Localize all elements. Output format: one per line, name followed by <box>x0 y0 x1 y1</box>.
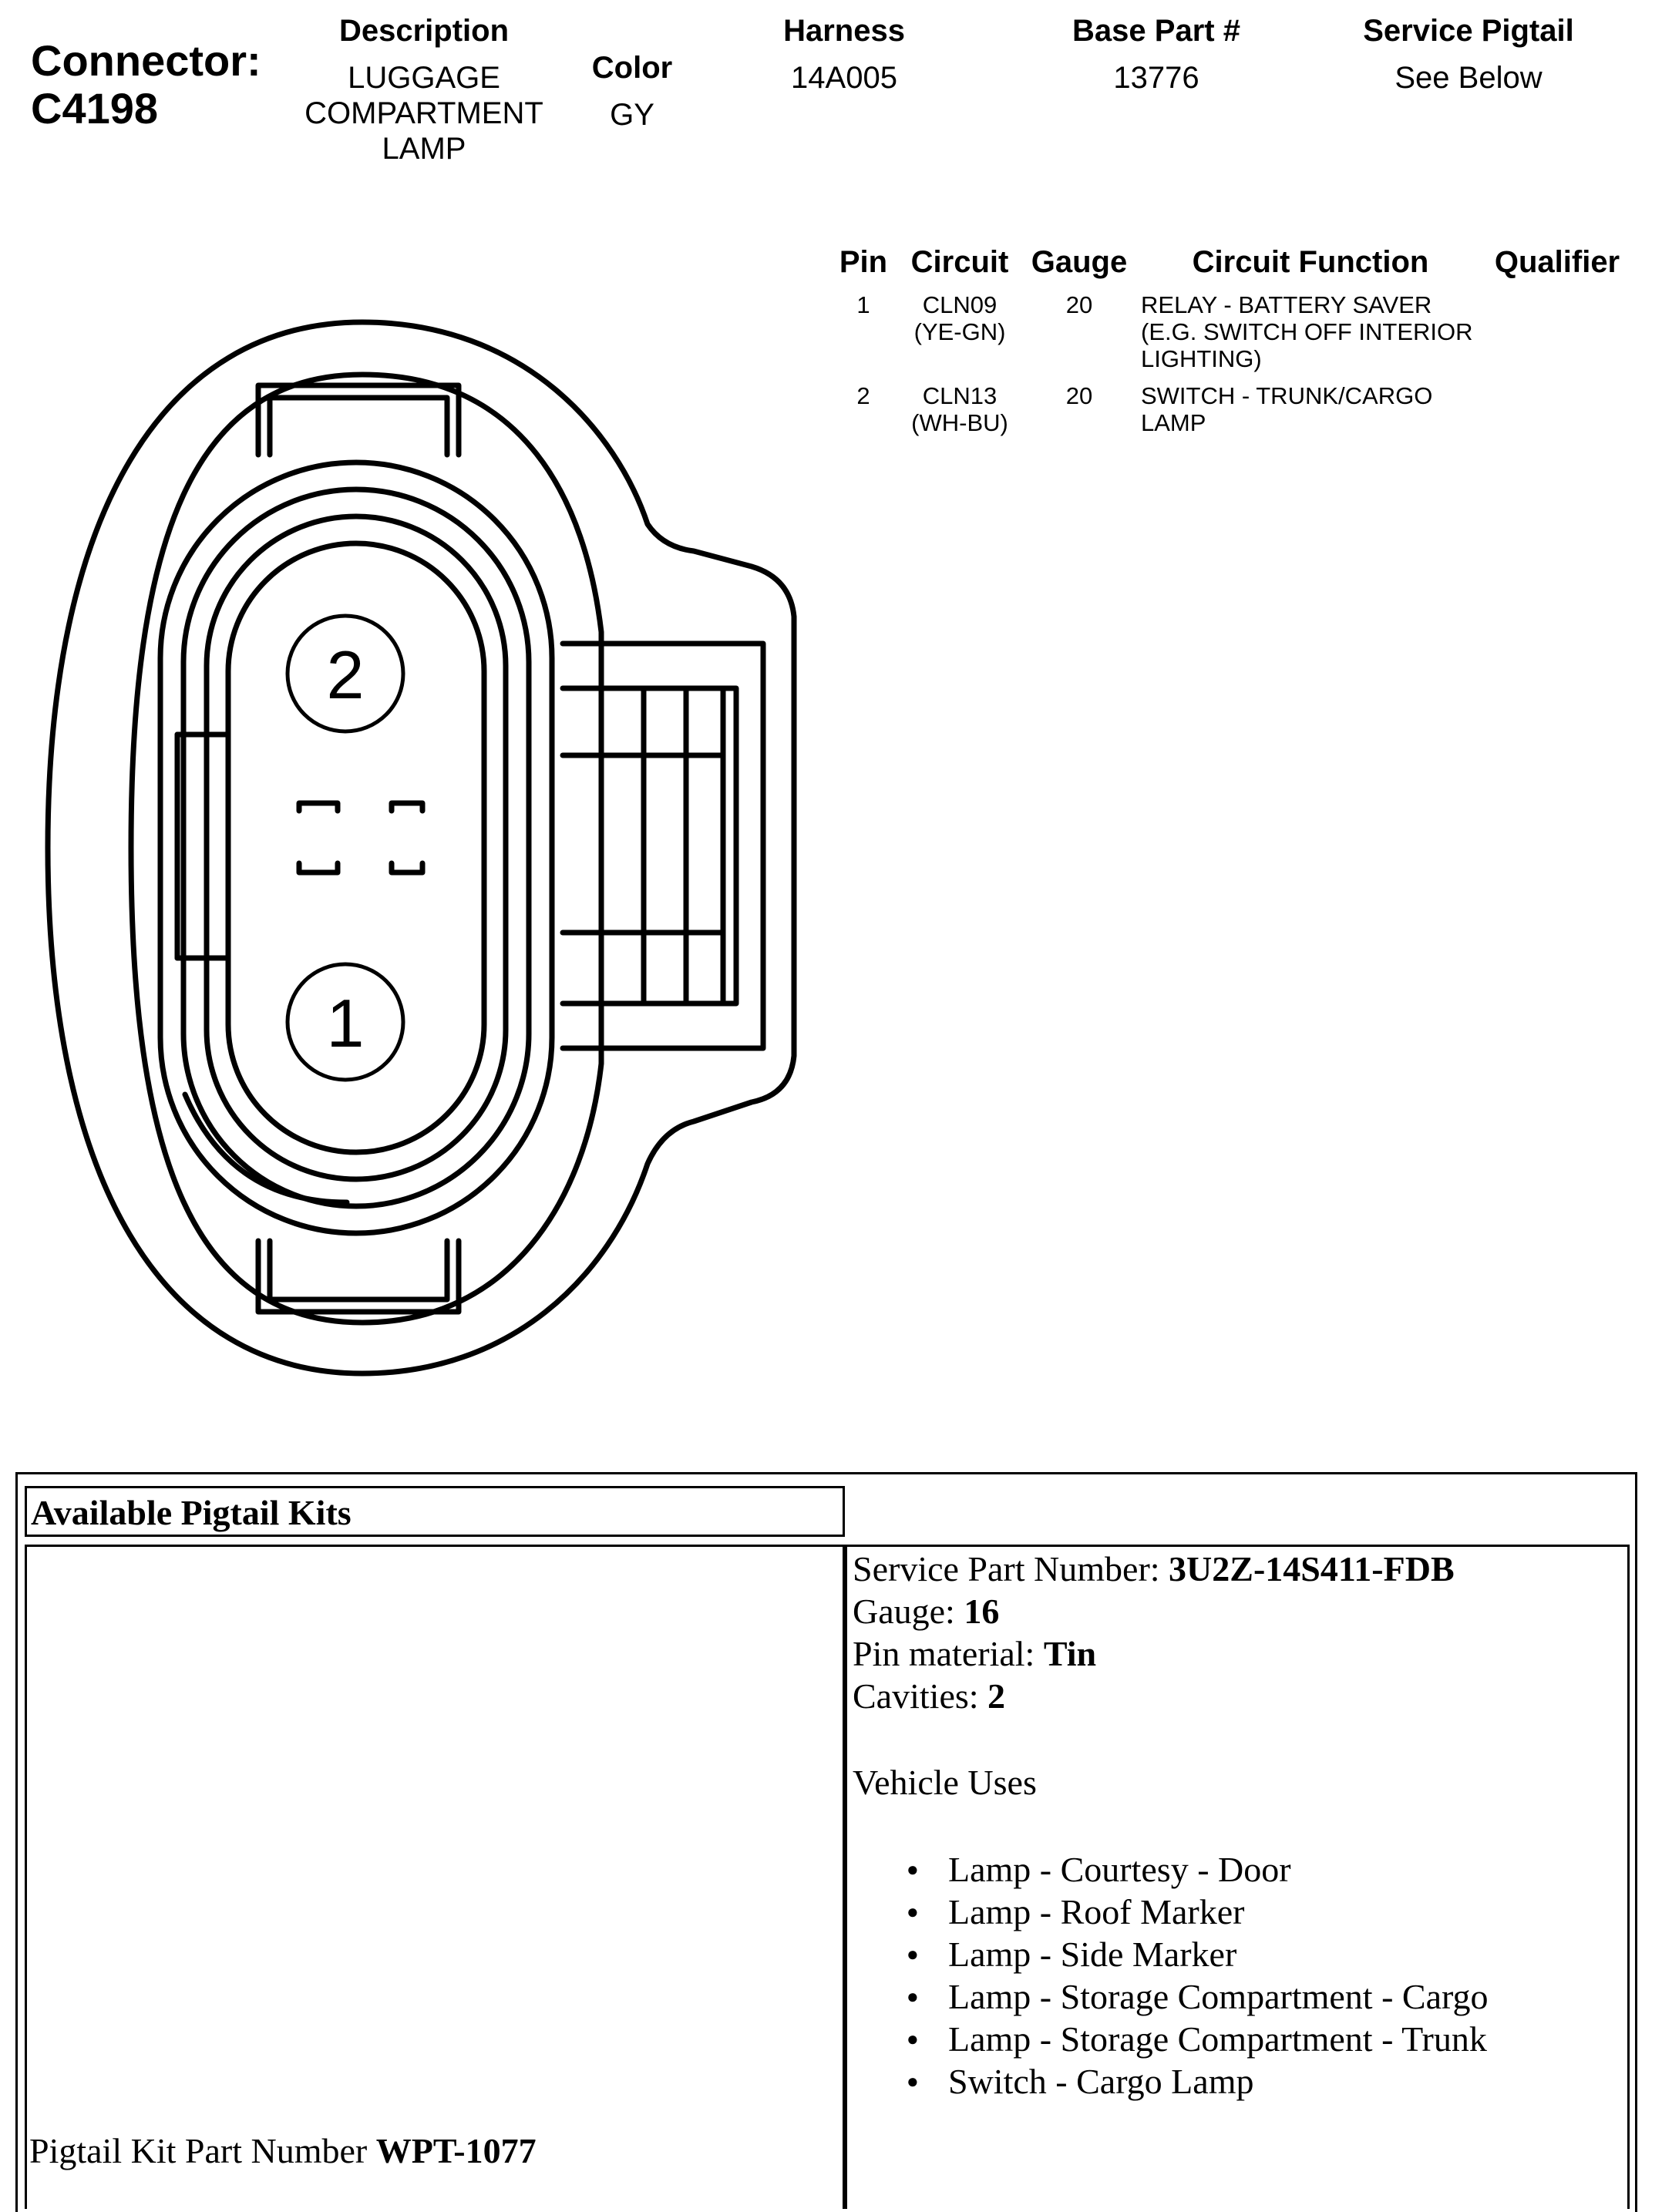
color-header: Color <box>591 51 673 85</box>
function-line: LIGHTING) <box>1141 345 1262 372</box>
circuit-code: CLN13 <box>922 382 998 409</box>
terminal-bracket <box>299 803 338 811</box>
connector-title <box>31 37 261 133</box>
service-part-label: Service Part Number: <box>853 1549 1169 1588</box>
latch-frame-inner <box>563 688 736 1003</box>
table-row-pin: 1 <box>856 291 870 318</box>
pin-1-label: 1 <box>326 985 365 1061</box>
pin-column-header: Pin <box>839 245 888 279</box>
list-item: ● Switch - Cargo Lamp <box>907 2060 1489 2103</box>
table-row-gauge: 20 <box>1065 291 1093 318</box>
cavities-value: 2 <box>987 1676 1006 1716</box>
list-item: ● Lamp - Courtesy - Door <box>907 1848 1489 1891</box>
list-item: ● Lamp - Storage Compartment - Cargo <box>907 1975 1489 2018</box>
connector-label: Connector: <box>31 36 261 85</box>
description-line: LUGGAGE <box>348 61 500 95</box>
terminal-bracket <box>299 863 338 872</box>
qualifier-column-header: Qualifier <box>1494 245 1620 279</box>
connector-id: C4198 <box>31 84 159 133</box>
latch-frame <box>563 644 763 1048</box>
vehicle-uses-list <box>907 1848 1489 2103</box>
cavities-label: Cavities: <box>853 1676 988 1716</box>
base-part-header: Base Part # <box>1072 14 1240 48</box>
kit-part-label: Pigtail Kit Part Number <box>29 2131 376 2170</box>
description-header: Description <box>338 14 510 48</box>
cavities <box>853 1675 1005 1717</box>
pigtail-gauge-label: Gauge: <box>853 1592 964 1631</box>
vehicle-uses-title: Vehicle Uses <box>853 1763 1037 1802</box>
terminal-bracket <box>392 803 422 811</box>
circuit-code: CLN09 <box>922 291 998 318</box>
list-item: ● Lamp - Storage Compartment - Trunk <box>907 2018 1489 2060</box>
pigtail-kits-title: Available Pigtail Kits <box>31 1493 352 1532</box>
list-item: ● Lamp - Side Marker <box>907 1933 1489 1975</box>
function-line: (E.G. SWITCH OFF INTERIOR <box>1141 318 1473 345</box>
pigtail-image-box <box>25 1545 845 2209</box>
circuit-column-header: Circuit <box>910 245 1009 279</box>
table-row-function <box>1141 382 1488 436</box>
table-row-pin: 2 <box>856 382 870 409</box>
circuit-color: (WH-BU) <box>911 409 1008 436</box>
harness-header: Harness <box>783 14 905 48</box>
pin-2-label: 2 <box>326 637 365 713</box>
table-row-gauge: 20 <box>1065 382 1093 409</box>
pigtail-kit-part-number <box>29 2130 537 2171</box>
circuit-function-column-header: Circuit Function <box>1192 245 1429 279</box>
list-item: ● Lamp - Roof Marker <box>907 1891 1489 1933</box>
service-part-number <box>853 1548 1455 1590</box>
table-row-circuit <box>898 291 1021 345</box>
terminal-bracket <box>392 863 422 872</box>
function-line: SWITCH - TRUNK/CARGO <box>1141 382 1433 409</box>
gauge-column-header: Gauge <box>1031 245 1128 279</box>
top-latch-tab-inner <box>270 398 447 455</box>
bottom-latch-tab-inner <box>270 1241 447 1299</box>
service-part-value: 3U2Z-14S411-FDB <box>1169 1549 1455 1588</box>
function-line: RELAY - BATTERY SAVER <box>1141 291 1432 318</box>
circuit-color: (YE-GN) <box>913 318 1006 345</box>
description-line: LAMP <box>382 132 466 166</box>
pin-material-label: Pin material: <box>853 1634 1044 1673</box>
base-part-value: 13776 <box>1113 61 1199 95</box>
pin-material-value: Tin <box>1043 1634 1097 1673</box>
connector-face-diagram <box>0 293 817 1403</box>
function-line: LAMP <box>1141 409 1206 436</box>
description-line: COMPARTMENT <box>304 96 543 130</box>
service-pigtail-header: Service Pigtail <box>1363 14 1574 48</box>
table-row-function <box>1141 291 1488 372</box>
cavity-oval <box>183 489 529 1206</box>
pin-material <box>853 1632 1096 1675</box>
pigtail-gauge <box>853 1590 999 1632</box>
color-value: GY <box>610 98 654 132</box>
pigtail-gauge-value: 16 <box>964 1592 1000 1631</box>
table-row-circuit <box>898 382 1021 436</box>
cavity-oval-outer <box>160 462 552 1233</box>
harness-value: 14A005 <box>791 61 897 95</box>
kit-part-value: WPT-1077 <box>375 2131 537 2170</box>
service-pigtail-value: See Below <box>1395 61 1543 95</box>
description-value <box>285 60 563 166</box>
